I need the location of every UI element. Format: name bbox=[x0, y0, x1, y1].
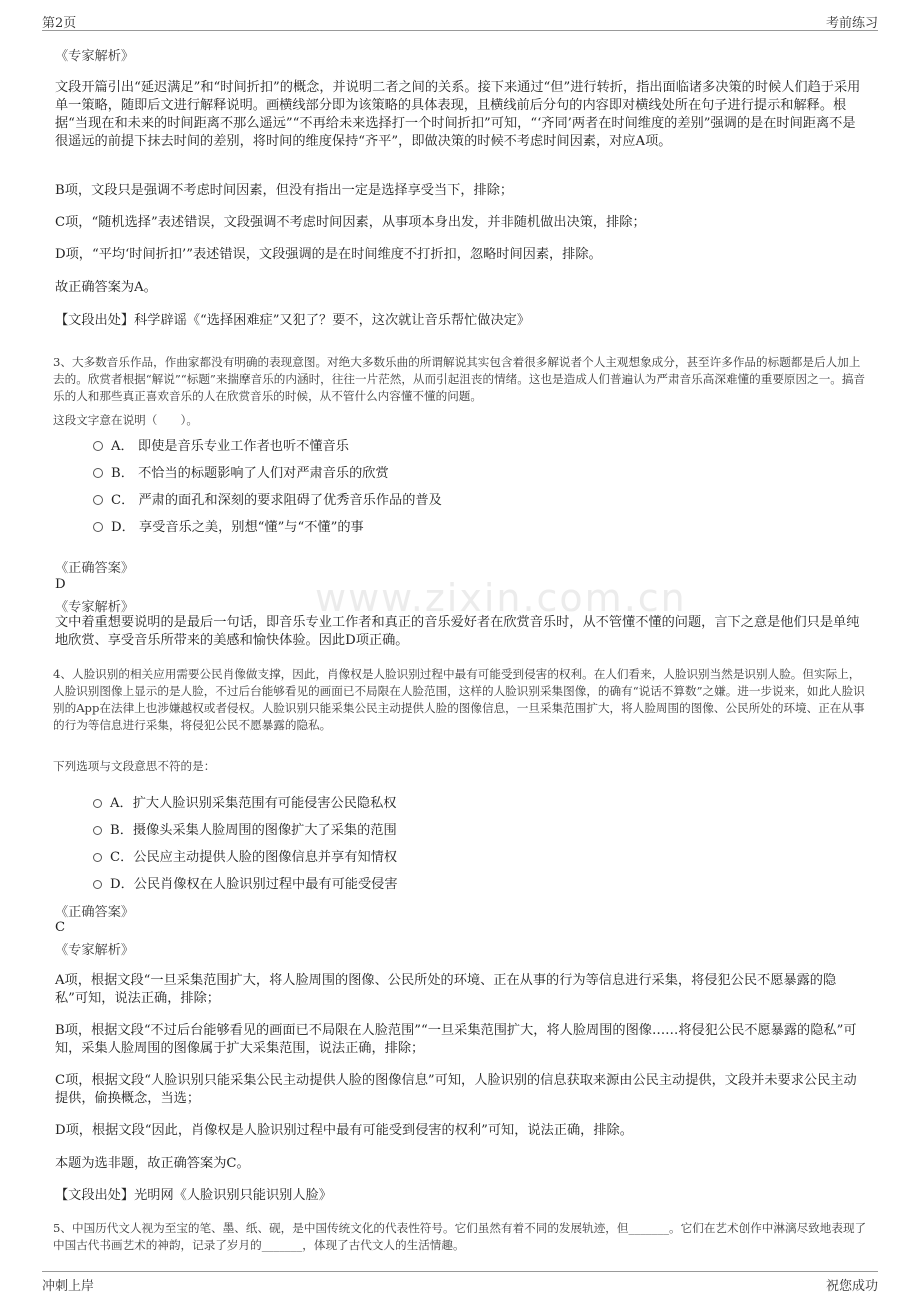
q4-analysis-c: C项，根据文段“人脸识别只能采集公民主动提供人脸的图像信息”可知，人脸识别的信息获取来源由公民主动提供，文段并未要求公民主动提供，偷换概念，当选； bbox=[55, 1073, 857, 1106]
footer-left: 冲刺上岸 bbox=[42, 1279, 95, 1294]
q3-analysis: 文中着重想要说明的是最后一句话，即音乐专业工作者和真正的音乐爱好者在欣赏音乐时，从不管懂不懂的问题，言下之意是他们只是单纯地欣赏、享受音乐所带来的美感和愉快体验。因此D项正确。 bbox=[55, 615, 860, 648]
q4-source: 【文段出处】光明网《人脸识别只能识别人脸》 bbox=[55, 1188, 332, 1203]
q3-option-d[interactable]: D． 享受音乐之美，别想“懂”与“不懂”的事 bbox=[93, 516, 364, 535]
watermark: www.zixin.com.cn bbox=[315, 576, 687, 620]
q4-analysis-d: D项，根据文段“因此，肖像权是人脸识别过程中最有可能受到侵害的权利”可知，说法正确，排除。 bbox=[55, 1123, 633, 1138]
q3-option-a[interactable]: A． 即使是音乐专业工作者也听不懂音乐 bbox=[93, 435, 349, 454]
radio-icon[interactable] bbox=[93, 468, 103, 478]
q4-analysis-a: A项，根据文段“一旦采集范围扩大，将人脸周围的图像、公民所处的环境、正在从事的行为等信息进行采集，将侵犯公民不愿暴露的隐私”可知，说法正确，排除； bbox=[55, 973, 837, 1006]
q3-answer: D bbox=[55, 577, 66, 592]
q3-option-c[interactable]: C． 严肃的面孔和深刻的要求阻碍了优秀音乐作品的普及 bbox=[93, 489, 442, 508]
q3-stem: 3、大多数音乐作品，作曲家都没有明确的表现意图。对绝大多数乐曲的所谓解说其实包含着很多解说者个人主观想象成分，甚至许多作品的标题都是后人加上去的。欣赏者根据“解说”“标题”来揣摩音乐的内涵时，往往一片茫然，从而引起沮丧的情绪。这也是造成人们普遍认为严肃音乐高深难懂的重要原因之一。搞音乐的人和那些真正喜欢音乐的人在欣赏音乐的时候，从不管什么内容懂不懂的问题。 bbox=[53, 355, 866, 403]
q2-source: 【文段出处】科学辟谣《“选择困难症”又犯了？要不，这次就让音乐帮忙做决定》 bbox=[55, 313, 531, 328]
q4-question: 下列选项与文段意思不符的是： bbox=[53, 759, 216, 773]
footer-right: 祝您成功 bbox=[825, 1279, 878, 1294]
header-title: 考前练习 bbox=[825, 16, 878, 31]
radio-icon[interactable] bbox=[93, 826, 102, 835]
radio-icon[interactable] bbox=[93, 495, 103, 505]
q3-analysis-label: 《专家解析》 bbox=[55, 600, 135, 615]
q2-analysis-d: D项，“平均‘时间折扣’”表述错误，文段强调的是在时间维度不打折扣，忽略时间因素，排除。 bbox=[55, 247, 602, 262]
q5-stem: 5、中国历代文人视为至宝的笔、墨、纸、砚，是中国传统文化的代表性符号。它们虽然有着不同的发展轨迹，但_______。它们在艺术创作中淋漓尽致地表现了中国古代书画艺术的神韵，记录了岁月的_______，体现了古代文人的生活情趣。 bbox=[53, 1221, 867, 1252]
page-header bbox=[42, 10, 878, 31]
q4-conclusion: 本题为选非题，故正确答案为C。 bbox=[55, 1156, 250, 1171]
q4-option-a[interactable]: A．扩大人脸识别采集范围有可能侵害公民隐私权 bbox=[93, 792, 396, 811]
radio-icon[interactable] bbox=[93, 441, 103, 451]
radio-icon[interactable] bbox=[93, 799, 102, 808]
q3-answer-label: 《正确答案》 bbox=[55, 561, 135, 576]
q4-answer: C bbox=[55, 920, 66, 935]
q2-conclusion: 故正确答案为A。 bbox=[55, 280, 157, 295]
q3-question: 这段文字意在说明（ ）。 bbox=[53, 413, 198, 427]
q4-option-d[interactable]: D．公民肖像权在人脸识别过程中最有可能受侵害 bbox=[93, 873, 398, 892]
q2-analysis-label: 《专家解析》 bbox=[55, 49, 135, 64]
q2-analysis-b: B项，文段只是强调不考虑时间因素，但没有指出一定是选择享受当下，排除； bbox=[55, 183, 514, 198]
q2-analysis-c: C项，“随机选择”表述错误，文段强调不考虑时间因素，从事项本身出发，并非随机做出决策，排除； bbox=[55, 215, 646, 230]
q4-answer-label: 《正确答案》 bbox=[55, 905, 135, 920]
q2-analysis-paragraph: 文段开篇引出“延迟满足”和“时间折扣”的概念，并说明二者之间的关系。接下来通过“但”进行转折，指出面临诸多决策的时候人们趋于采用单一策略，随即后文进行解释说明。画横线部分即为该策略的具体表现，且横线前后分句的内容即对横线处所在句子进行提示和解释。根据“当现在和未来的时间距离不那么遥远”“不再给未来选择打一个时间折扣”可知，“‘齐同’两者在时间维度的差别”强调的是在时间距离不是很遥远的前提下抹去时间的差别，将时间的维度保持“齐平”，即做决策的时候不考虑时间因素，对应A项。 bbox=[55, 80, 861, 149]
radio-icon[interactable] bbox=[93, 522, 103, 532]
q3-option-b[interactable]: B． 不恰当的标题影响了人们对严肃音乐的欣赏 bbox=[93, 462, 389, 481]
q4-option-c[interactable]: C．公民应主动提供人脸的图像信息并享有知情权 bbox=[93, 846, 397, 865]
radio-icon[interactable] bbox=[93, 853, 102, 862]
q4-option-b[interactable]: B．摄像头采集人脸周围的图像扩大了采集的范围 bbox=[93, 819, 397, 838]
page-footer bbox=[42, 1271, 878, 1292]
page-number: 第2页 bbox=[42, 16, 77, 31]
q4-stem: 4、人脸识别的相关应用需要公民肖像做支撑，因此，肖像权是人脸识别过程中最有可能受到侵害的权利。在人们看来，人脸识别当然是识别人脸。但实际上，人脸识别图像上显示的是人脸，不过后台能够看见的画面已不局限在人脸范围，这样的人脸识别采集图像，的确有“说话不算数”之嫌。进一步说来，如此人脸识别的App在法律上也涉嫌越权或者侵权。人脸识别只能采集公民主动提供人脸的图像信息，一旦采集范围扩大，将人脸周围的图像、公民所处的环境、正在从事的行为等信息进行采集，将侵犯公民不愿暴露的隐私。 bbox=[53, 667, 865, 732]
q4-analysis-b: B项，根据文段“不过后台能够看见的画面已不局限在人脸范围”“一旦采集范围扩大，将人脸周围的图像……将侵犯公民不愿暴露的隐私”可知，采集人脸周围的图像属于扩大采集范围，说法正确，排除； bbox=[55, 1023, 857, 1056]
radio-icon[interactable] bbox=[93, 880, 102, 889]
q4-analysis-label: 《专家解析》 bbox=[55, 943, 135, 958]
